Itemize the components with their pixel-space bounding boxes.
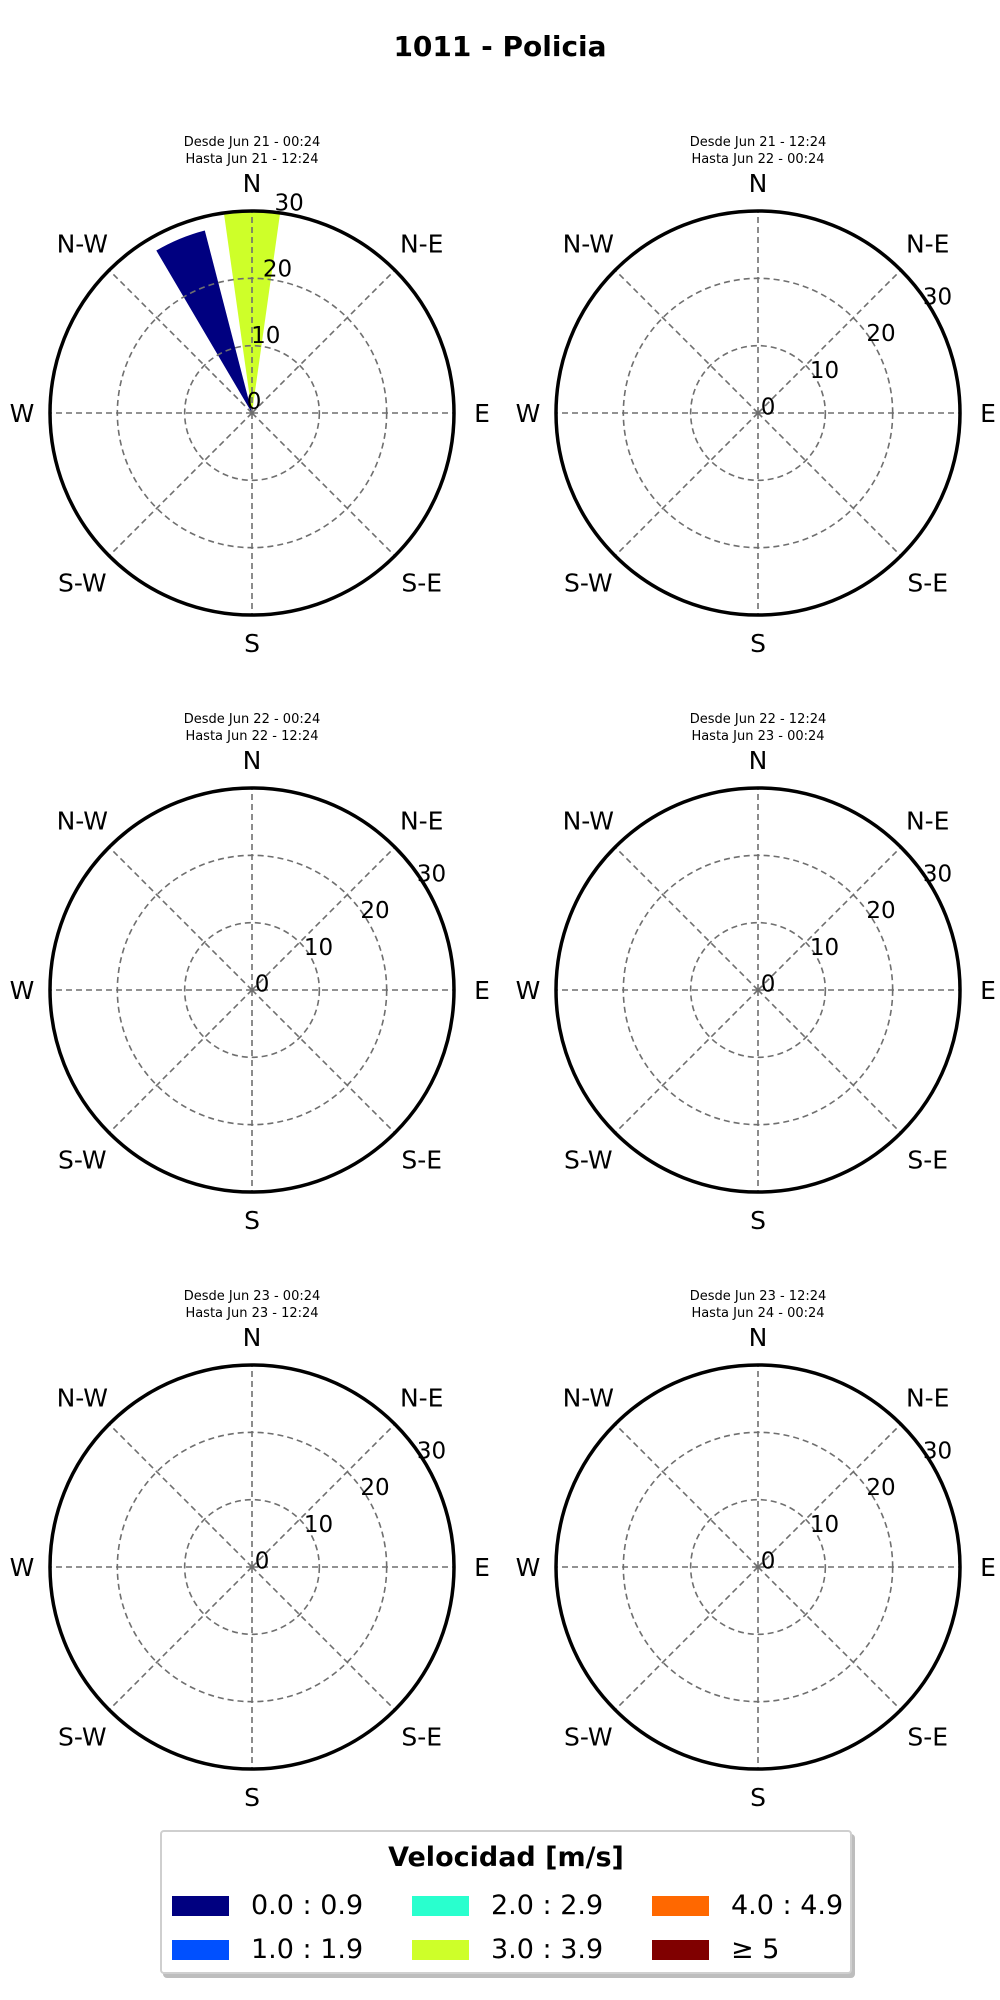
direction-label: S-E xyxy=(907,1722,949,1752)
direction-label: E xyxy=(474,399,490,428)
legend-item-2 xyxy=(412,1890,603,1921)
windrose-panel-4 xyxy=(516,712,996,1235)
panel-subtitle-from: Desde Jun 23 - 12:24 xyxy=(689,1289,827,1304)
direction-label: S xyxy=(244,1206,260,1235)
radial-tick-label: 20 xyxy=(866,898,896,925)
angular-gridline xyxy=(109,847,252,990)
direction-label: S xyxy=(750,629,766,658)
direction-label: N xyxy=(242,1323,262,1352)
direction-label: N-W xyxy=(56,806,109,836)
legend-item-5 xyxy=(652,1934,779,1965)
panel-subtitle-from: Desde Jun 21 - 00:24 xyxy=(183,135,321,150)
legend-label: 2.0 : 2.9 xyxy=(491,1890,604,1921)
radial-tick-label: 10 xyxy=(809,934,840,961)
angular-gridline xyxy=(758,990,901,1133)
legend xyxy=(160,1830,852,1974)
direction-label: N xyxy=(242,746,262,775)
direction-label: S-W xyxy=(563,568,613,598)
legend-swatch xyxy=(652,1896,709,1916)
panel-subtitle-from: Desde Jun 21 - 12:24 xyxy=(689,135,827,150)
angular-gridline xyxy=(615,413,758,556)
windrose-panel-3 xyxy=(10,712,490,1235)
panel-subtitle-from: Desde Jun 22 - 00:24 xyxy=(183,712,321,727)
radial-tick-label: 30 xyxy=(416,1438,447,1465)
angular-gridline xyxy=(252,1567,395,1710)
radial-tick-label: 10 xyxy=(303,934,334,961)
legend-title: Velocidad [m/s] xyxy=(388,1842,624,1873)
radial-tick-label: 0 xyxy=(254,971,270,998)
angular-gridline xyxy=(109,413,252,556)
radial-tick-label: 20 xyxy=(360,1475,390,1502)
direction-label: S-E xyxy=(907,568,949,598)
direction-label: E xyxy=(980,399,996,428)
direction-label: E xyxy=(474,1553,490,1582)
direction-label: S xyxy=(244,629,260,658)
angular-gridline xyxy=(109,990,252,1133)
direction-label: N xyxy=(748,1323,768,1352)
legend-swatch xyxy=(172,1896,229,1916)
panel-subtitle-from: Desde Jun 22 - 12:24 xyxy=(689,712,827,727)
panel-subtitle-to: Hasta Jun 24 - 00:24 xyxy=(691,1306,825,1321)
radial-tick-label: 20 xyxy=(262,256,293,283)
legend-label: 3.0 : 3.9 xyxy=(491,1934,604,1965)
direction-label: S-E xyxy=(401,1722,443,1752)
windrose-panel-5 xyxy=(10,1289,490,1812)
legend-label: 0.0 : 0.9 xyxy=(251,1890,364,1921)
radial-tick-label: 10 xyxy=(303,1511,334,1538)
direction-label: S xyxy=(750,1206,766,1235)
direction-label: W xyxy=(9,1553,35,1582)
panel-subtitle-to: Hasta Jun 22 - 00:24 xyxy=(691,152,825,167)
angular-gridline xyxy=(109,1424,252,1567)
direction-label: N-E xyxy=(905,229,950,259)
radial-tick-label: 20 xyxy=(360,898,390,925)
direction-label: N-W xyxy=(56,1383,109,1413)
angular-gridline xyxy=(615,270,758,413)
figure-title: 1011 - Policia xyxy=(393,30,607,63)
panel-subtitle-to: Hasta Jun 21 - 12:24 xyxy=(185,152,319,167)
direction-label: E xyxy=(980,976,996,1005)
angular-gridline xyxy=(758,413,901,556)
radial-tick-label: 10 xyxy=(809,357,840,384)
direction-label: S-W xyxy=(563,1145,613,1175)
direction-label: N-E xyxy=(399,229,444,259)
panel-subtitle-to: Hasta Jun 23 - 12:24 xyxy=(185,1306,319,1321)
angular-gridline xyxy=(252,413,395,556)
direction-label: N-E xyxy=(399,806,444,836)
angular-gridline xyxy=(615,1567,758,1710)
angular-gridline xyxy=(615,1424,758,1567)
windrose-panel-2 xyxy=(516,135,996,658)
legend-swatch xyxy=(412,1896,469,1916)
direction-label: N xyxy=(242,169,262,198)
direction-label: S xyxy=(244,1783,260,1812)
direction-label: W xyxy=(9,976,35,1005)
angular-gridline xyxy=(615,847,758,990)
legend-swatch xyxy=(172,1940,229,1960)
direction-label: S-W xyxy=(57,1722,107,1752)
angular-gridline xyxy=(758,1567,901,1710)
direction-label: S-W xyxy=(57,1145,107,1175)
legend-swatch xyxy=(412,1940,469,1960)
radial-tick-label: 0 xyxy=(254,1548,270,1575)
direction-label: S-E xyxy=(907,1145,949,1175)
radial-tick-label: 20 xyxy=(866,321,896,348)
direction-label: W xyxy=(515,976,541,1005)
panel-subtitle-from: Desde Jun 23 - 00:24 xyxy=(183,1289,321,1304)
direction-label: W xyxy=(9,399,35,428)
radial-tick-label: 30 xyxy=(922,284,953,311)
radial-tick-label: 10 xyxy=(809,1511,840,1538)
radial-tick-label: 0 xyxy=(760,1548,776,1575)
angular-gridline xyxy=(615,990,758,1133)
direction-label: E xyxy=(980,1553,996,1582)
radial-tick-label: 0 xyxy=(760,394,776,421)
angular-gridline xyxy=(252,990,395,1133)
legend-label: 4.0 : 4.9 xyxy=(731,1890,844,1921)
radial-tick-label: 30 xyxy=(922,861,953,888)
direction-label: N-W xyxy=(562,229,615,259)
direction-label: N-W xyxy=(56,229,109,259)
legend-item-1 xyxy=(172,1934,363,1965)
direction-label: W xyxy=(515,399,541,428)
direction-label: N xyxy=(748,169,768,198)
radial-tick-label: 0 xyxy=(246,389,262,416)
direction-label: N xyxy=(748,746,768,775)
legend-item-4 xyxy=(652,1890,843,1921)
legend-label: ≥ 5 xyxy=(731,1934,780,1965)
direction-label: N-W xyxy=(562,1383,615,1413)
legend-item-3 xyxy=(412,1934,603,1965)
radial-tick-label: 30 xyxy=(274,190,304,217)
panel-subtitle-to: Hasta Jun 22 - 12:24 xyxy=(185,729,319,744)
direction-label: S-W xyxy=(57,568,107,598)
direction-label: N-E xyxy=(905,806,950,836)
windrose-panel-6 xyxy=(516,1289,996,1812)
angular-gridline xyxy=(109,1567,252,1710)
direction-label: S-E xyxy=(401,568,443,598)
direction-label: N-E xyxy=(399,1383,444,1413)
direction-label: W xyxy=(515,1553,541,1582)
direction-label: S-E xyxy=(401,1145,443,1175)
direction-label: N-E xyxy=(905,1383,950,1413)
direction-label: S-W xyxy=(563,1722,613,1752)
radial-tick-label: 10 xyxy=(251,322,281,349)
legend-label: 1.0 : 1.9 xyxy=(251,1934,364,1965)
windrose-panel-1 xyxy=(10,135,490,658)
radial-tick-label: 30 xyxy=(922,1438,953,1465)
direction-label: E xyxy=(474,976,490,1005)
radial-tick-label: 0 xyxy=(760,971,776,998)
legend-item-0 xyxy=(172,1890,363,1921)
radial-tick-label: 30 xyxy=(416,861,447,888)
direction-label: S xyxy=(750,1783,766,1812)
legend-swatch xyxy=(652,1940,709,1960)
direction-label: N-W xyxy=(562,806,615,836)
radial-tick-label: 20 xyxy=(866,1475,896,1502)
panel-subtitle-to: Hasta Jun 23 - 00:24 xyxy=(691,729,825,744)
